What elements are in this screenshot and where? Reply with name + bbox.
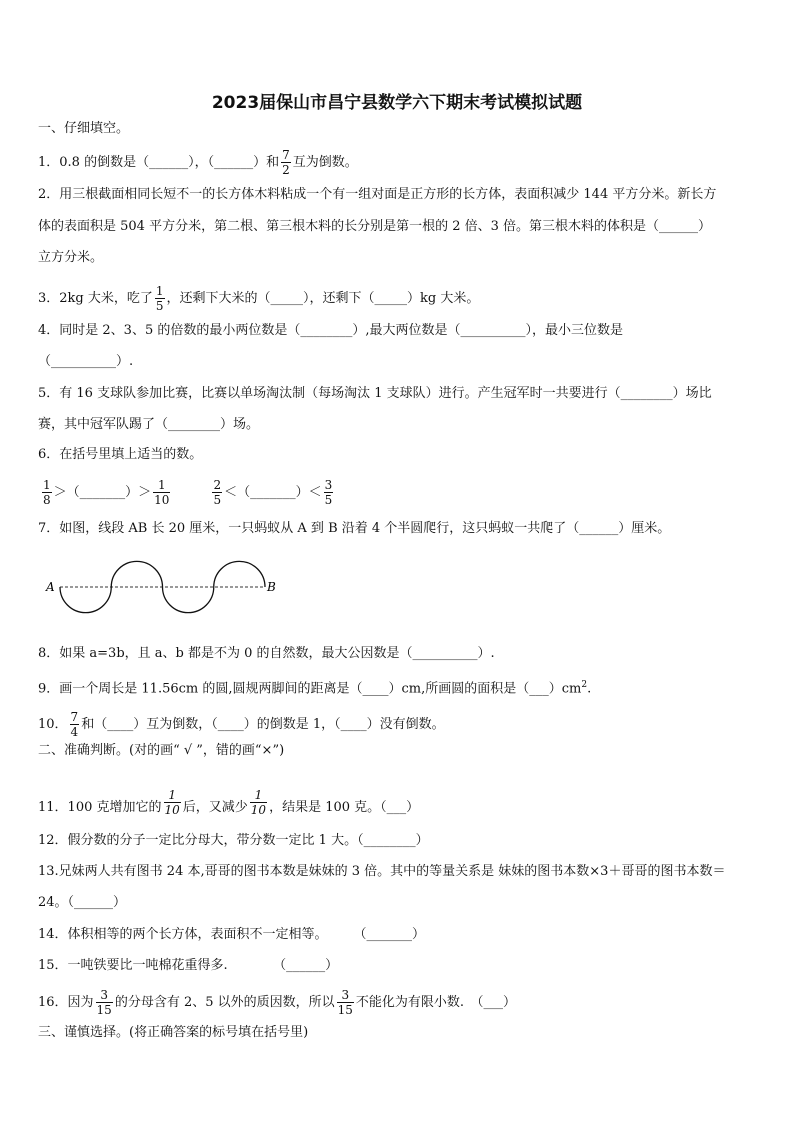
q6-gt-blank: ＞（_______）＞ <box>53 485 152 500</box>
question-11 <box>38 788 419 817</box>
question-12: 12．假分数的分子一定比分母大，带分数一定比 1 大。（________） <box>38 833 429 848</box>
q16-text-a: 16．因为 <box>38 995 94 1010</box>
q10-fraction-num: 7 <box>70 710 79 724</box>
question-9 <box>38 676 591 698</box>
q1-fraction <box>281 148 291 177</box>
question-4-line-2: （__________）. <box>38 354 134 369</box>
q11-text-a: 11．100 克增加它的 <box>38 800 162 815</box>
q10-text-a: 10． <box>38 717 68 732</box>
question-6-inequalities <box>40 478 335 507</box>
q9-text-a: 9．画一个周长是 11.56cm 的圆,圆规两脚间的距离是（____）cm,所画圆的面积是（___）cm <box>38 681 582 697</box>
question-3 <box>38 284 479 313</box>
q6-f3-den: 5 <box>213 493 222 507</box>
q16-f1-den: 15 <box>96 1003 112 1017</box>
question-6: 6．在括号里填上适当的数。 <box>38 447 203 462</box>
q10-fraction-den: 4 <box>70 725 79 739</box>
q6-f1-num: 1 <box>43 478 51 492</box>
point-a-label: A <box>46 580 55 594</box>
q3-text-a: 3．2kg 大米，吃了 <box>38 291 153 306</box>
question-5-line-2: 赛，其中冠军队踢了（________）场。 <box>38 417 260 432</box>
q6-f2-num: 1 <box>153 478 170 493</box>
question-2-line-3: 立方分米。 <box>38 250 104 265</box>
q3-fraction-den: 5 <box>155 299 164 313</box>
q11-f2-num: 1 <box>250 788 267 803</box>
q6-f2-den: 10 <box>154 493 170 507</box>
question-5-line-1: 5．有 16 支球队参加比赛，比赛以单场淘汰制（每场淘汰 1 支球队）进行。产生冠军时一共要进行（________）场比 <box>38 386 712 401</box>
question-14: 14．体积相等的两个长方体，表面积不一定相等。 （_______） <box>38 927 426 942</box>
q16-f2-num: 3 <box>337 988 354 1003</box>
q11-fraction-1 <box>164 788 181 817</box>
q6-f4-num: 3 <box>324 478 333 492</box>
question-16 <box>38 988 516 1017</box>
question-1 <box>38 148 358 177</box>
q16-fraction-1 <box>96 988 113 1017</box>
q1-fraction-den: 2 <box>282 163 290 177</box>
question-2-line-2: 体的表面积是 504 平方分米，第二根、第三根木料的长分别是第一根的 2 倍、3 倍。第三根木料的体积是（______） <box>38 219 712 234</box>
q11-f2-den: 10 <box>250 803 267 817</box>
q6-f1-den: 8 <box>43 493 51 507</box>
section-3-heading: 三、谨慎选择。(将正确答案的标号填在括号里) <box>38 1025 309 1040</box>
q11-f1-den: 10 <box>164 803 180 817</box>
q10-fraction <box>70 710 80 739</box>
page-title: 2023届保山市昌宁县数学六下期末考试模拟试题 <box>211 93 583 113</box>
q16-f1-num: 3 <box>96 988 113 1003</box>
q11-text-c: ，结果是 100 克。（___） <box>269 800 420 815</box>
q1-text-b: 互为倒数。 <box>292 155 358 170</box>
point-b-label: B <box>267 580 276 594</box>
q9-text-b: . <box>587 681 592 697</box>
q3-text-b: ，还剩下大米的（_____），还剩下（_____）kg 大米。 <box>166 291 480 306</box>
q6-lt-blank: ＜（_______）＜ <box>224 485 322 500</box>
q16-f2-den: 15 <box>337 1003 353 1017</box>
q11-f1-num: 1 <box>164 788 181 803</box>
q16-text-c: 不能化为有限小数. （___） <box>355 995 517 1010</box>
q6-f3-num: 2 <box>213 478 222 492</box>
q9-superscript: 2 <box>581 680 588 690</box>
q3-fraction-num: 1 <box>155 284 164 298</box>
q10-text-b: 和（____）互为倒数，（____）的倒数是 1，（____）没有倒数。 <box>81 717 445 732</box>
section-1-heading: 一、仔细填空。 <box>38 121 130 136</box>
question-7: 7．如图，线段 AB 长 20 厘米，一只蚂蚁从 A 到 B 沿着 4 个半圆爬行，这只蚂蚁一共爬了（______）厘米。 <box>38 521 671 536</box>
question-13-line-1: 13.兄妹两人共有图书 24 本,哥哥的图书本数是妹妹的 3 倍。其中的等量关系是 妹妹的图书本数×3＋哥哥的图书本数＝ <box>38 864 726 879</box>
question-4-line-1: 4．同时是 2、3、5 的倍数的最小两位数是（________）,最大两位数是（__________），最小三位数是 <box>38 323 623 338</box>
q11-fraction-2 <box>250 788 267 817</box>
q6-fraction-3 <box>212 478 222 507</box>
q11-text-b: 后，又减少 <box>182 800 248 815</box>
question-13-line-2: 24。（______） <box>38 895 127 910</box>
question-10 <box>38 710 445 739</box>
question-15: 15．一吨铁要比一吨棉花重得多. （______） <box>38 958 339 973</box>
q1-text-a: 1．0.8 的倒数是（______），（______）和 <box>38 155 280 170</box>
q1-fraction-num: 7 <box>282 148 290 162</box>
q16-text-b: 的分母含有 2、5 以外的质因数，所以 <box>114 995 335 1010</box>
q6-fraction-1 <box>42 478 52 507</box>
q16-fraction-2 <box>337 988 354 1017</box>
section-2-heading: 二、准确判断。(对的画“ √ ”，错的画“×”) <box>38 743 285 758</box>
semicircle-diagram <box>40 558 290 618</box>
question-2-line-1: 2．用三根截面相同长短不一的长方体木料粘成一个有一组对面是正方形的长方体，表面积减少 144 平方分米。新长方 <box>38 187 717 202</box>
q6-f4-den: 5 <box>324 493 333 507</box>
q6-fraction-2 <box>153 478 170 507</box>
question-8: 8．如果 a=3b，且 a、b 都是不为 0 的自然数，最大公因数是（__________）. <box>38 646 495 661</box>
q6-fraction-4 <box>324 478 334 507</box>
q3-fraction <box>155 284 165 313</box>
